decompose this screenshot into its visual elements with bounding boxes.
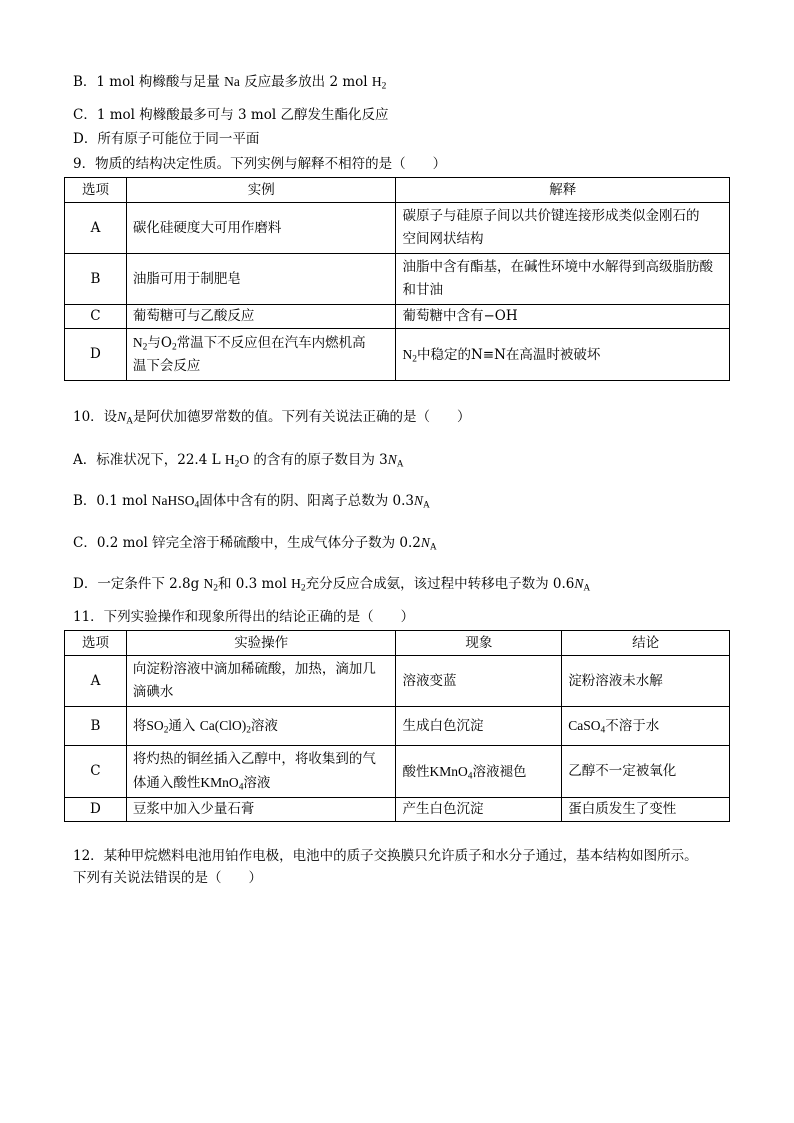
row-option: B [65,707,127,746]
option-b-na: Na [224,74,240,89]
row-example: 碳化硅硬度大可用作磨料 [126,203,396,254]
table-header-row [65,631,730,656]
header-option: 选项 [65,178,127,203]
row-option: C [65,305,127,329]
row-option: B [65,254,127,305]
row-phenomenon: 生成白色沉淀 [396,707,562,746]
row-operation: 将灼热的铜丝插入乙醇中，将收集到的气 体通入酸性KMnO$_4$溶液 [126,746,396,798]
question-11-stem: 11．下列实验操作和现象所得出的结论正确的是（ ） [73,609,415,625]
row-phenomenon: 产生白色沉淀 [396,798,562,822]
option-b-h2: $H_2$ [371,74,387,92]
header-example: 实例 [126,178,396,203]
question-9-stem: 9．物质的结构决定性质。下列实例与解释不相符的是（ ） [73,156,447,172]
row-operation: 豆浆中加入少量石膏 [126,798,396,822]
row-conclusion: 乙醇不一定被氧化 [562,746,730,798]
option-c-line: C．1 mol 枸橼酸最多可与 3 mol 乙醇发生酯化反应 [73,107,389,123]
row-operation: 向淀粉溶液中滴加稀硫酸，加热，滴加几 滴碘水 [126,656,396,707]
question-10-option-a: A．标准状况下，22.4 L $H_2O$ 的含有的原子数目为 $3N_A$ [73,452,404,470]
row-explain: 碳原子与硅原子间以共价键连接形成类似金刚石的 空间网状结构 [396,203,730,254]
row-example: $N_2$与$O_2$常温下不反应但在汽车内燃机高 温下会反应 [126,329,396,381]
question-9-table [64,177,730,381]
row-explain: 油脂中含有酯基，在碱性环境中水解得到高级脂肪酸 和甘油 [396,254,730,305]
row-option: A [65,203,127,254]
row-option: D [65,798,127,822]
table-row [65,707,730,746]
table-row [65,203,730,254]
table-row [65,329,730,381]
option-d-line: D．所有原子可能位于同一平面 [73,131,260,147]
option-b-line [73,72,386,92]
table-row [65,798,730,822]
question-10-option-d: D．一定条件下 2.8g $N_2$和 0.3 mol $H_2$充分反应合成氨，该过程中转移电子数为 $0.6N_A$ [73,576,591,594]
row-option: C [65,746,127,798]
question-10-option-b: B．0.1 mol NaHSO$_4$固体中含有的阴、阳离子总数为 $0.3N_A$ [73,493,430,511]
header-operation: 实验操作 [126,631,396,656]
header-option: 选项 [65,631,127,656]
row-conclusion: 淀粉溶液未水解 [562,656,730,707]
table-row [65,656,730,707]
option-b-text-2: 反应最多放出 2 mol [244,74,368,90]
header-phenomenon: 现象 [396,631,562,656]
row-option: D [65,329,127,381]
table-row [65,746,730,798]
header-explain: 解释 [396,178,730,203]
row-conclusion: CaSO$_4$不溶于水 [562,707,730,746]
question-12-stem-line-1: 12．某种甲烷燃料电池用铂作电极，电池中的质子交换膜只允许质子和水分子通过，基本结构如图所示。 [73,848,698,864]
question-11-table [64,630,730,822]
table-header-row [65,178,730,203]
table-row [65,305,730,329]
row-example: 葡萄糖可与乙酸反应 [126,305,396,329]
question-12-stem-line-2: 下列有关说法错误的是（ ） [73,870,262,886]
row-explain: 葡萄糖中含有−OH [396,305,730,329]
header-conclusion: 结论 [562,631,730,656]
row-option: A [65,656,127,707]
row-example: 油脂可用于制肥皂 [126,254,396,305]
table-row [65,254,730,305]
row-phenomenon: 溶液变蓝 [396,656,562,707]
option-b-text: B．1 mol 枸橼酸与足量 [73,74,220,90]
row-phenomenon: 酸性KMnO$_4$溶液褪色 [396,746,562,798]
row-explain: $N_2$中稳定的N≡N在高温时被破坏 [396,329,730,381]
question-10-stem: 10．设$N_A$是阿伏加德罗常数的值。下列有关说法正确的是（ ） [73,409,471,427]
row-conclusion: 蛋白质发生了变性 [562,798,730,822]
row-operation: 将$SO_2$通入 $Ca(ClO)_2$溶液 [126,707,396,746]
question-10-option-c: C．0.2 mol 锌完全溶于稀硫酸中，生成气体分子数为 $0.2N_A$ [73,535,437,553]
